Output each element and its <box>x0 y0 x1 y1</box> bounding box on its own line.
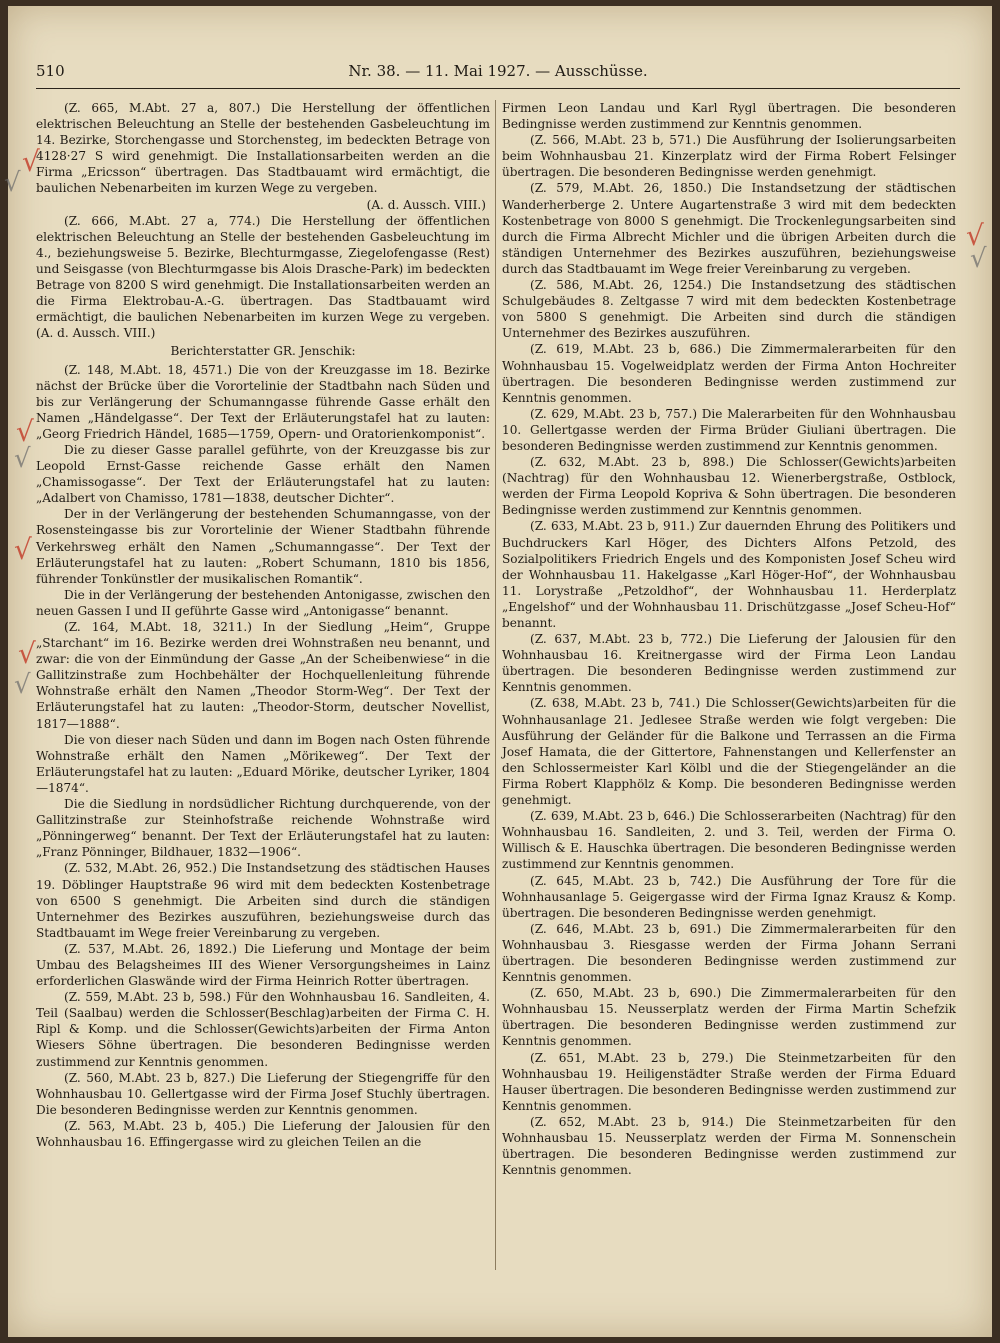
check-mark-icon: √ <box>14 444 31 474</box>
check-mark-icon: √ <box>16 415 34 448</box>
committee-reference: (A. d. Aussch. VIII.) <box>366 197 486 212</box>
resolution-paragraph: (Z. 629, M.Abt. 23 b, 757.) Die Malerarbeiten für den Wohnhausbau 10. Gellertgasse werden der Firma Brüder Giuliani übertragen. Die besonderen Bedingnisse werden zustimmend zur Kenntnis genommen. <box>502 406 956 453</box>
right-column <box>502 100 956 1178</box>
running-title: Nr. 38. — 11. Mai 1927. — Ausschüsse. <box>348 62 648 80</box>
header-rule <box>36 88 960 89</box>
resolution-paragraph: (Z. 566, M.Abt. 23 b, 571.) Die Ausführung der Isolierungsarbeiten beim Wohnhausbau 21. Kinzerplatz wird der Firma Robert Felsinger übertragen. Die besonderen Bedingnisse werden genehmigt. <box>502 133 956 180</box>
check-mark-icon: √ <box>14 533 32 566</box>
resolution-paragraph: (Z. 560, M.Abt. 23 b, 827.) Die Lieferung der Stiegengriffe für den Wohnhausbau 10. Gellertgasse wird der Firma Josef Stuchly übertragen. Die besonderen Bedingnisse werden zur Kenntnis genommen. <box>36 1070 490 1117</box>
check-mark-icon: √ <box>970 244 987 274</box>
resolution-paragraph: (Z. 646, M.Abt. 23 b, 691.) Die Zimmermalerarbeiten für den Wohnhausbau 3. Riesgasse werden der Firma Johann Serrani übertragen. Die besonderen Bedingnisse werden zustimmend zur Kenntnis genommen. <box>502 921 956 985</box>
resolution-paragraph: (Z. 586, M.Abt. 26, 1254.) Die Instandsetzung des städtischen Schulgebäudes 8. Zeltgasse 7 wird mit dem bedeckten Kostenbetrage von 5800 S genehmigt. Die Arbeiten sind durch die ständigen Unternehmer des Bezirkes auszuführen. <box>502 278 956 341</box>
resolution-paragraph: (Z. 645, M.Abt. 23 b, 742.) Die Ausführung der Tore für die Wohnhausanlage 5. Geigergasse wird der Firma Ignaz Krausz & Komp. übertragen. Die besonderen Bedingnisse werden genehmigt. <box>502 873 956 920</box>
resolution-paragraph: Die von dieser nach Süden und dann im Bogen nach Osten führende Wohnstraße erhält den Namen „Mörikeweg“. Der Text der Erläuterungstafel hat zu lauten: „Eduard Mörike, deutscher Lyriker, 1804—1874“. <box>36 732 491 795</box>
resolution-paragraph: (Z. 665, M.Abt. 27 a, 807.) Die Herstellung der öffentlichen elektrischen Beleuchtung an Stelle der bestehenden Gasbeleuchtung im 14. Bezirke, Storchengasse und Storchensteg, im bedeckten Betrage von 4128·27 S wird genehmigt. Die Installationsarbeiten werden an die Firma „Ericsson“ übertragen. Das Stadtbauamt wird ermächtigt, die baulichen Nebenarbeiten im kurzen Wege zu vergeben. <box>36 101 490 196</box>
resolution-paragraph: (Z. 651, M.Abt. 23 b, 279.) Die Steinmetzarbeiten für den Wohnhausbau 19. Heiligenstädter Straße werden der Firma Eduard Hauser übertragen. Die besonderen Bedingnisse werden zustimmend zur Kenntnis genommen. <box>502 1050 956 1113</box>
section-heading: Berichterstatter GR. Jenschik: <box>170 344 356 359</box>
resolution-paragraph: (Z. 652, M.Abt. 23 b, 914.) Die Steinmetzarbeiten für den Wohnhausbau 15. Neusserplatz werden der Firma M. Sonnenschein übertragen. Die besonderen Bedingnisse werden zustimmend zur Kenntnis genommen. <box>502 1114 956 1178</box>
resolution-paragraph: (Z. 619, M.Abt. 23 b, 686.) Die Zimmermalerarbeiten für den Wohnhausbau 15. Vogelweidplatz werden der Firma Anton Hochreiter übertragen. Die besonderen Bedingnisse werden zustimmend zur Kenntnis genommen. <box>502 342 956 405</box>
resolution-paragraph: (Z. 638, M.Abt. 23 b, 741.) Die Schlosser(Gewichts)arbeiten für die Wohnhausanlage 21. Jedlesee Straße werden wie folgt vergeben: Die Ausführung der Geländer für die Balkone und Terrassen an die Firma Josef Hamata, die der Gittertore, Fahnenstangen und Kellerfenster an den Schlossermeister Karl Kölbl und die der Stiegengeländer an die Firma Robert Klapphölz & Komp. Die besonderen Bedingnisse werden genehmigt. <box>502 696 956 808</box>
column-divider <box>495 100 496 1270</box>
resolution-paragraph: (Z. 559, M.Abt. 23 b, 598.) Für den Wohnhausbau 16. Sandleiten, 4. Teil (Saalbau) werden die Schlosser(Beschlag)arbeiten der Firma C. H. Ripl & Komp. und die Schlosser(Gewichts)arbeiten der Firma Anton Wiesers Söhne übertragen. Die besonderen Bedingnisse werden zustimmend zur Kenntnis genommen. <box>36 990 490 1069</box>
check-mark-icon: √ <box>4 168 21 198</box>
resolution-paragraph: (Z. 639, M.Abt. 23 b, 646.) Die Schlosserarbeiten (Nachtrag) für den Wohnhausbau 16. Sandleiten, 2. und 3. Teil, werden der Firma O. Willisch & E. Hauschka übertragen. Die besonderen Bedingnisse werden zustimmend zur Kenntnis genommen. <box>502 809 956 872</box>
resolution-paragraph: (Z. 579, M.Abt. 26, 1850.) Die Instandsetzung der städtischen Wanderherberge 2. Untere Augartenstraße 3 wird mit dem bedeckten Kostenbetrage von 8000 S genehmigt. Die Trockenlegungsarbeiten sind durch die Firma Albrecht Michler und die übrigen Arbeiten durch die ständigen Unternehmer des Bezirkes auszuführen, beziehungsweise durch das Stadtbauamt im Wege freier Vereinbarung zu vergeben. <box>502 181 956 276</box>
resolution-paragraph: (Z. 632, M.Abt. 23 b, 898.) Die Schlosser(Gewichts)arbeiten (Nachtrag) für den Wohnhausbau 12. Wienerbergstraße, Ostblock, werden der Firma Leopold Kopriva & Sohn übertragen. Die besonderen Bedingnisse werden zustimmend zur Kenntnis genommen. <box>502 455 956 518</box>
resolution-paragraph: (Z. 148, M.Abt. 18, 4571.) Die von der Kreuzgasse im 18. Bezirke nächst der Brücke über die Vorortelinie der Stadtbahn nach Süden und bis zur Verlängerung der Schumanngasse führende Gasse erhält den Namen „Händelgasse“. Der Text der Erläuterungstafel hat zu lauten: „Georg Friedrich Händel, 1685—1759, Opern- und Oratorienkomponist“. <box>36 362 490 441</box>
page-header <box>36 60 960 86</box>
resolution-paragraph: (Z. 563, M.Abt. 23 b, 405.) Die Lieferung der Jalousien für den Wohnhausbau 16. Effingergasse wird zu gleichen Teilen an die <box>36 1118 490 1149</box>
resolution-paragraph: Die zu dieser Gasse parallel geführte, von der Kreuzgasse bis zur Leopold Ernst-Gasse reichende Gasse erhält den Namen „Chamissogasse“. Der Text der Erläuterungstafel hat zu lauten: „Adalbert von Chamisso, 1781—1838, deutscher Dichter“. <box>36 442 490 506</box>
resolution-paragraph: (Z. 532, M.Abt. 26, 952.) Die Instandsetzung des städtischen Hauses 19. Döblinger Hauptstraße 96 wird mit dem bedeckten Kostenbetrage von 6500 S genehmigt. Die Arbeiten sind durch die ständigen Unternehmer des Bezirkes auszuführen, beziehungsweise durch das Stadtbauamt im Wege freier Vereinbarung zu vergeben. <box>36 861 490 940</box>
resolution-paragraph: (Z. 164, M.Abt. 18, 3211.) In der Siedlung „Heim“, Gruppe „Starchant“ im 16. Bezirke werden drei Wohnstraßen neu benannt, und zwar: die von der Einmündung der Gasse „An der Scheibenwiese“ in die Gallitzinstraße zum Hochbehälter der Hochquellenleitung führende Wohnstraße erhält den Namen „Theodor Storm-Weg“. Der Text der Erläuterungstafel hat zu lauten: „Theodor-Storm, deutscher Novellist, 1817—1888“. <box>36 620 490 731</box>
resolution-paragraph: Firmen Leon Landau und Karl Rygl übertragen. Die besonderen Bedingnisse werden zustimmend zur Kenntnis genommen. <box>502 101 956 132</box>
check-mark-icon: √ <box>14 670 31 700</box>
resolution-paragraph: (Z. 537, M.Abt. 26, 1892.) Die Lieferung und Montage der beim Umbau des Belagsheimes III des Wiener Versorgungsheimes in Lainz erforderlichen Glaswände wird der Firma Heinrich Rotter übertragen. <box>36 941 490 989</box>
check-mark-icon: √ <box>22 145 40 178</box>
resolution-paragraph: Die die Siedlung in nordsüdlicher Richtung durchquerende, von der Gallitzinstraße zur Steinhofstraße reichende Wohnstraße wird „Pönningerweg“ benannt. Der Text der Erläuterungstafel hat zu lauten: „Franz Pönninger, Bildhauer, 1832—1906“. <box>36 797 490 860</box>
check-mark-icon: √ <box>18 637 36 670</box>
check-mark-icon: √ <box>966 219 984 252</box>
page-number: 510 <box>36 62 65 80</box>
resolution-paragraph: Die in der Verlängerung der bestehenden Antonigasse, zwischen den neuen Gassen I und II geführte Gasse wird „Antonigasse“ benannt. <box>36 587 490 618</box>
resolution-paragraph: Der in der Verlängerung der bestehenden Schumanngasse, von der Rosensteingasse bis zur Vorortelinie der Wiener Stadtbahn führende Verkehrsweg erhält den Namen „Schumanngasse“. Der Text der Erläuterungstafel hat zu lauten: „Robert Schumann, 1810 bis 1856, führender Tonkünstler der musikalischen Romantik“. <box>36 507 490 586</box>
left-column <box>36 100 490 1150</box>
resolution-paragraph: (Z. 666, M.Abt. 27 a, 774.) Die Herstellung der öffentlichen elektrischen Beleuchtung an Stelle der bestehenden Gasbeleuchtung im 4., beziehungsweise 5. Bezirke, Blechturmgasse, Ziegelofengasse (Rest) und Seisgasse (von Blechturmgasse bis Alois Drasche-Park) im bedeckten Betrage von 8200 S wird genehmigt. Die Installationsarbeiten werden an die Firma Elektrobau-A.-G. übertragen. Das Stadtbauamt wird ermächtigt, die baulichen Nebenarbeiten im kurzen Wege zu vergeben. (A. d. Aussch. VIII.) <box>36 213 490 341</box>
resolution-paragraph: (Z. 633, M.Abt. 23 b, 911.) Zur dauernden Ehrung des Politikers und Buchdruckers Karl Höger, des Dichters Alfons Petzold, des Sozialpolitikers Friedrich Engels und des Komponisten Josef Scheu wird der Wohnhausbau 11. Hakelgasse „Karl Höger-Hof“, der Wohnhausbau 11. Lorystraße „Petzoldhof“, der Wohnhausbau 11. Herderplatz „Engelshof“ und der Wohnhausbau 11. Drischützgasse „Josef Scheu-Hof“ benannt. <box>502 519 956 630</box>
resolution-paragraph: (Z. 637, M.Abt. 23 b, 772.) Die Lieferung der Jalousien für den Wohnhausbau 16. Kreitnergasse wird der Firma Leon Landau übertragen. Die besonderen Bedingnisse werden zustimmend zur Kenntnis genommen. <box>502 632 956 695</box>
resolution-paragraph: (Z. 650, M.Abt. 23 b, 690.) Die Zimmermalerarbeiten für den Wohnhausbau 15. Neusserplatz werden der Firma Martin Schefzik übertragen. Die besonderen Bedingnisse werden zustimmend zur Kenntnis genommen. <box>502 986 956 1049</box>
